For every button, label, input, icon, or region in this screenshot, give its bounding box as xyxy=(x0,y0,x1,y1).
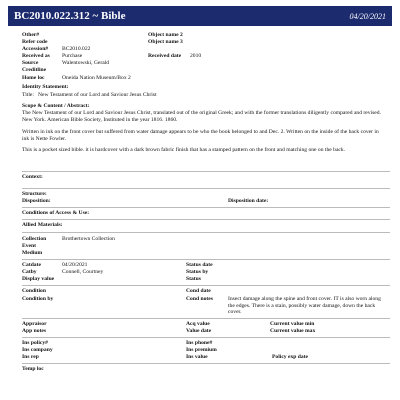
title-value: New Testament of our Lord and Saviour Jesus Christ xyxy=(38,92,157,98)
display-value-label: Display value xyxy=(22,276,55,282)
received-as-value: Purchase xyxy=(62,53,83,59)
temp-loc-label: Temp loc xyxy=(22,366,44,372)
scope-paragraph-3: This is a pocket sized bible. it is hardcover with a dark brown fabric finish that has a stamped pattern on the front and matching one on the back. xyxy=(22,147,346,153)
catdate-value: 04/20/2021 xyxy=(62,262,88,268)
cond-notes-label: Cond notes xyxy=(186,296,213,302)
scope-paragraph-2: Written in ink on the front cover but suffered from water damage appears to be who the book belonged to and Dec. 2. Written on the inside of the back cover in ink is Nette Fowler. xyxy=(22,129,379,142)
current-value-max-label: Current value max xyxy=(270,328,316,334)
divider xyxy=(22,318,390,319)
home-loc-label: Home loc xyxy=(22,75,45,81)
record-print-date: 04/20/2021 xyxy=(349,11,386,21)
divider xyxy=(22,232,390,233)
record-header-bar xyxy=(8,6,392,26)
divider xyxy=(22,285,390,286)
disposition-date-label: Disposition date: xyxy=(228,198,269,204)
refer-code-label: Refer code xyxy=(22,39,48,45)
scope-heading: Scope & Content / Abstract: xyxy=(22,103,90,109)
record-title: BC2010.022.312 ~ Bible xyxy=(14,10,126,22)
policy-exp-date-label: Policy exp date xyxy=(272,354,309,360)
divider xyxy=(22,363,390,364)
value-date-label: Value date xyxy=(186,328,212,334)
accession-value: BC2010.022 xyxy=(62,46,91,52)
cond-date-label: Cond date xyxy=(186,288,211,294)
status-by-label: Status by xyxy=(186,269,209,275)
object-name-2-label: Object name 2 xyxy=(148,32,183,38)
identity-statement-heading: Identity Statement: xyxy=(22,84,69,90)
cond-notes-value: Insect damage along the spine and front cover. IT is also worn along the edges. There is a stain, possibly water damage, down the back cover. xyxy=(228,296,381,316)
app-notes-label: App notes xyxy=(22,328,47,334)
medium-label: Medium xyxy=(22,250,43,256)
event-label: Event xyxy=(22,243,36,249)
divider xyxy=(22,259,390,260)
ins-phone-label: Ins phone# xyxy=(186,340,213,346)
catby-value: Connell, Courtney xyxy=(62,269,104,275)
title-label: Title: xyxy=(22,92,34,98)
ins-rep-label: Ins rep xyxy=(22,354,39,360)
catdate-label: Catdate xyxy=(22,262,41,268)
ins-policy-label: Ins policy# xyxy=(22,340,48,346)
ins-premium-label: Ins premium xyxy=(186,347,217,353)
allied-materials-label: Allied Materials: xyxy=(22,222,63,228)
divider xyxy=(22,188,390,189)
appraisor-label: Appraisor xyxy=(22,321,47,327)
scope-paragraph-1: The New Testament of our Lord and Saviour Jesus Christ, translated out of the original Greek; and with the former translations diligently compared and revised. New York. American Bible Society, Instituted in the year 1816. 1860. xyxy=(22,110,381,123)
disposition-label: Disposition: xyxy=(22,198,51,204)
accession-label: Accession# xyxy=(22,46,49,52)
collection-label: Collection xyxy=(22,236,47,242)
context-label: Context: xyxy=(22,174,43,180)
home-loc-value: Oneida Nation Museum/Box 2 xyxy=(62,75,131,81)
conditions-access-label: Conditions of Access & Use: xyxy=(22,210,90,216)
object-name-3-label: Object name 3 xyxy=(148,39,183,45)
collection-value: Brothertown Collection xyxy=(62,236,115,242)
divider xyxy=(22,219,390,220)
catby-label: Catby xyxy=(22,269,37,275)
creditline-label: Creditline xyxy=(22,67,47,73)
status-date-label: Status date xyxy=(186,262,213,268)
condition-by-label: Condition by xyxy=(22,296,54,302)
source-value: Walentowski, Gerald xyxy=(62,60,110,66)
divider xyxy=(22,337,390,338)
divider xyxy=(22,171,390,172)
ins-company-label: Ins company xyxy=(22,347,53,353)
structure-label: Structure: xyxy=(22,191,47,197)
received-as-label: Received as xyxy=(22,53,50,59)
other-number-label: Other# xyxy=(22,32,40,38)
received-date-label: Received date xyxy=(148,53,182,59)
divider xyxy=(22,207,390,208)
condition-label: Condition xyxy=(22,288,46,294)
status-label: Status xyxy=(186,276,201,282)
received-date-value: 2010 xyxy=(190,53,202,59)
source-label: Source xyxy=(22,60,39,66)
acq-value-label: Acq value xyxy=(186,321,210,327)
current-value-min-label: Current value min xyxy=(270,321,315,327)
ins-value-label: Ins value xyxy=(186,354,208,360)
